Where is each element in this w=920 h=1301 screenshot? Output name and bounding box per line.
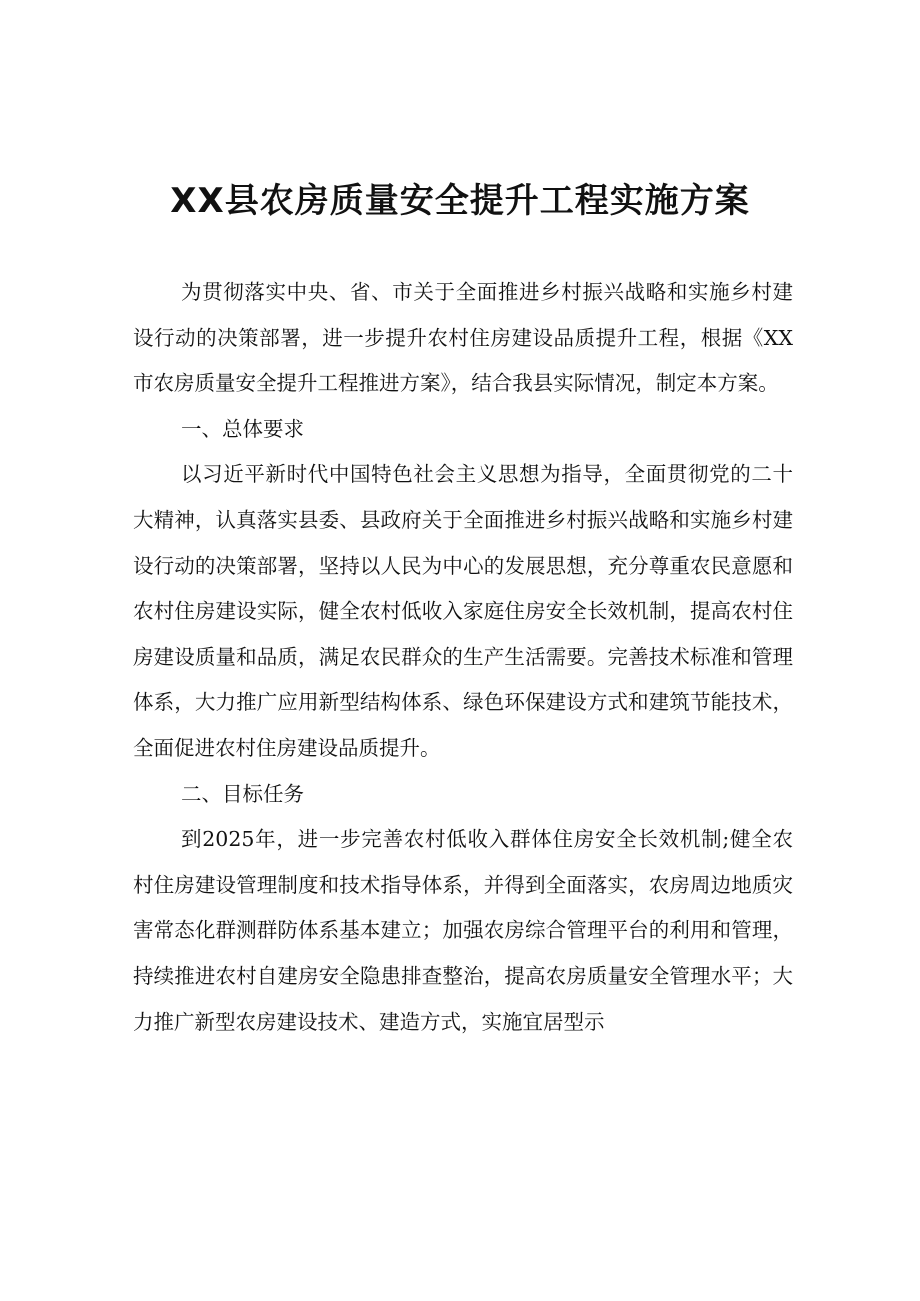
targets-paragraph: 到2025年，进一步完善农村低收入群体住房安全长效机制;健全农村住房建设管理制度和技术指导体系，并得到全面落实，农房周边地质灾害常态化群测群防体系基本建立；加强农房综合管理平台的利用和管理，持续推进农村自建房安全隐患排查整治，提高农房质量安全管理水平；大力推广新型农房建设技术、建造方式，实施宜居型示 — [133, 827, 793, 1034]
general-requirements-paragraph: 以习近平新时代中国特色社会主义思想为指导，全面贯彻党的二十大精神，认真落实县委、县政府关于全面推进乡村振兴战略和实施乡村建设行动的决策部署，坚持以人民为中心的发展思想，充分尊重农民意愿和农村住房建设实际，健全农村低收入家庭住房安全长效机制，提高农村住房建设质量和品质，满足农民群众的生产生活需要。完善技术标准和管理体系，大力推广应用新型结构体系、绿色环保建设方式和建筑节能技术，全面促进农村住房建设品质提升。 — [133, 462, 793, 760]
intro-paragraph: 为贯彻落实中央、省、市关于全面推进乡村振兴战略和实施乡村建设行动的决策部署，进一步提升农村住房建设品质提升工程，根据《XX市农房质量安全提升工程推进方案》，结合我县实际情况，制定本方案。 — [133, 280, 793, 396]
document-title: XX县农房质量安全提升工程实施方案 — [170, 181, 750, 221]
document-body — [133, 270, 793, 1045]
section-heading-general-requirements: 一、总体要求 — [181, 416, 304, 441]
section-heading-targets: 二、目标任务 — [181, 781, 304, 806]
